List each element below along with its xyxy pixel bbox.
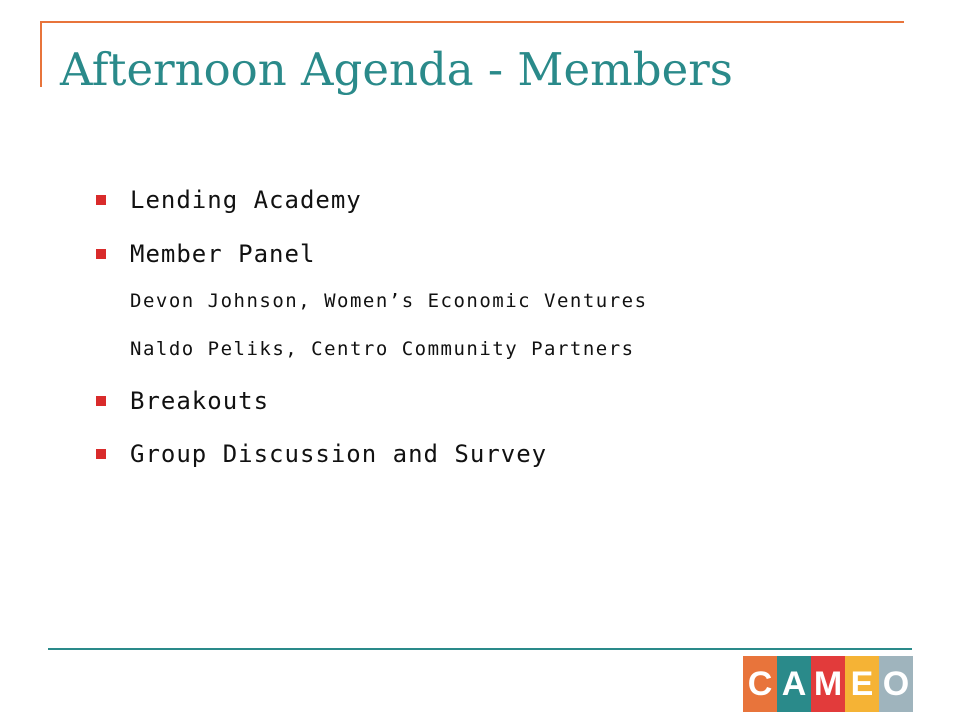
- agenda-item-label: Breakouts: [130, 387, 270, 415]
- agenda-item-label: Group Discussion and Survey: [130, 440, 548, 468]
- logo-tile-e: E: [845, 656, 879, 712]
- agenda-item-label: Lending Academy: [130, 186, 362, 214]
- agenda-item-label: Member Panel: [130, 240, 316, 268]
- panelist-2: Naldo Peliks, Centro Community Partners: [130, 338, 635, 360]
- cameo-logo: [743, 656, 913, 712]
- panelist-1: Devon Johnson, Women’s Economic Ventures: [130, 290, 648, 312]
- logo-tile-m: M: [811, 656, 845, 712]
- bullet-square-icon: [96, 396, 106, 406]
- bullet-square-icon: [96, 449, 106, 459]
- logo-tile-a: A: [777, 656, 811, 712]
- logo-tile-o: O: [879, 656, 913, 712]
- frame-left-line: [40, 21, 42, 87]
- bullet-square-icon: [96, 249, 106, 259]
- footer-rule: [48, 648, 912, 650]
- bullet-square-icon: [96, 195, 106, 205]
- slide-title: Afternoon Agenda - Members: [60, 43, 733, 96]
- agenda-list: [96, 0, 896, 720]
- logo-tile-c: C: [743, 656, 777, 712]
